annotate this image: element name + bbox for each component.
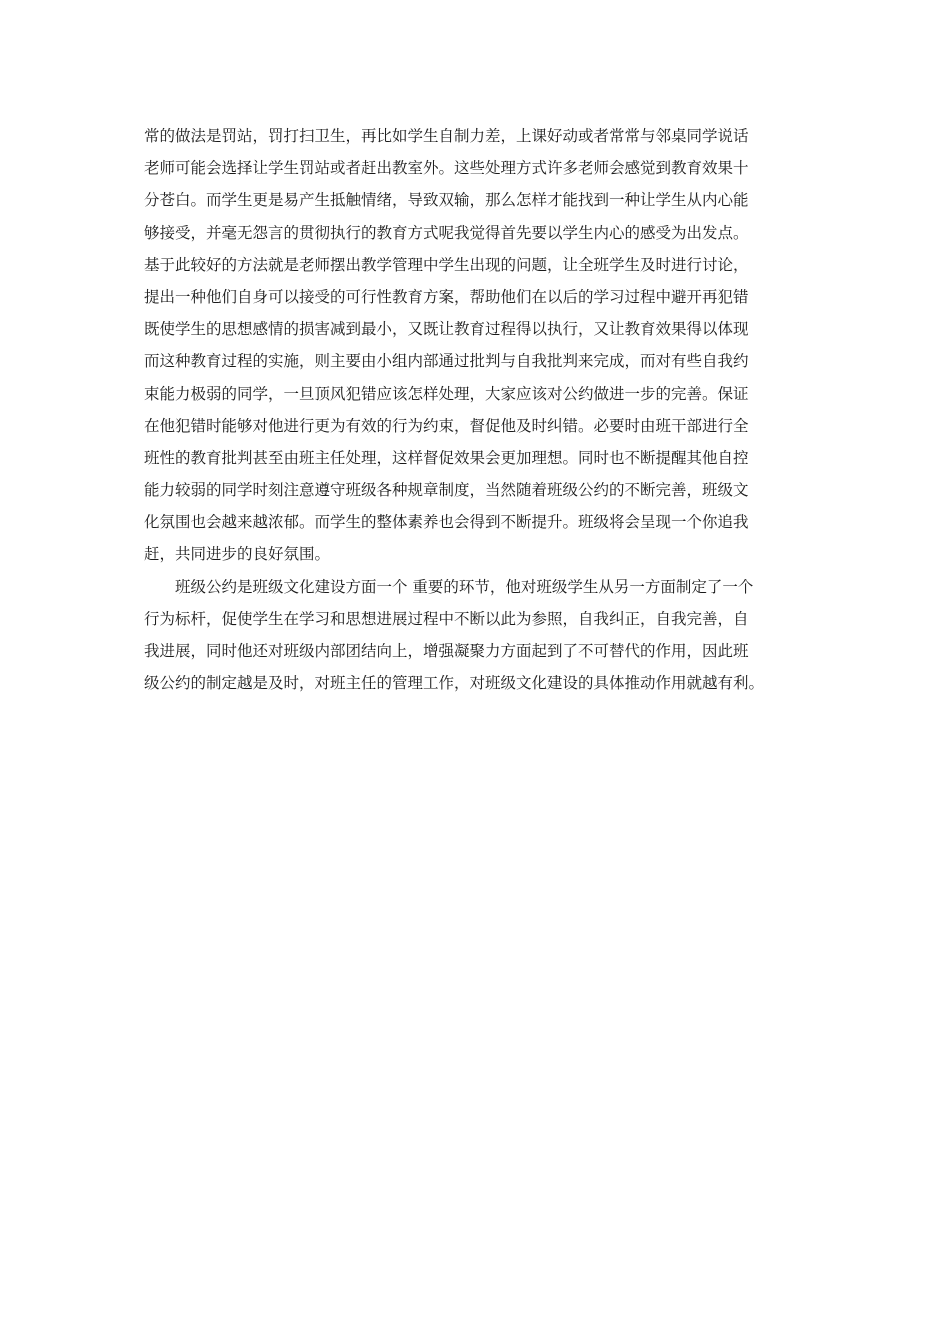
text-line: 班性的教育批判甚至由班主任处理，这样督促效果会更加理想。同时也不断提醒其他自控	[144, 448, 749, 467]
text-line: 能力较弱的同学时刻注意遵守班级各种规章制度，当然随着班级公约的不断完善，班级文	[144, 481, 749, 500]
text-line: 分苍白。而学生更是易产生抵触情绪，导致双输，那么怎样才能找到一种让学生从内心能	[144, 191, 749, 210]
text-line: 而这种教育过程的实施，则主要由小组内部通过批判与自我批判来完成，而对有些自我约	[144, 352, 749, 371]
text-line: 在他犯错时能够对他进行更为有效的行为约束，督促他及时纠错。必要时由班干部进行全	[144, 416, 749, 435]
text-line: 束能力极弱的同学，一旦顶风犯错应该怎样处理，大家应该对公约做进一步的完善。保证	[144, 384, 749, 403]
text-line: 老师可能会选择让学生罚站或者赶出教室外。这些处理方式许多老师会感觉到教育效果十	[144, 159, 749, 178]
text-line: 赶，共同进步的良好氛围。	[144, 545, 331, 564]
text-line: 行为标杆，促使学生在学习和思想进展过程中不断以此为参照，自我纠正，自我完善，自	[144, 609, 749, 628]
text-line: 化氛围也会越来越浓郁。而学生的整体素养也会得到不断提升。班级将会呈现一个你追我	[144, 513, 749, 532]
text-line: 够接受，并毫无怨言的贯彻执行的教育方式呢我觉得首先要以学生内心的感受为出发点。	[144, 223, 749, 242]
text-line: 提出一种他们自身可以接受的可行性教育方案，帮助他们在以后的学习过程中避开再犯错	[144, 287, 749, 306]
text-line: 基于此较好的方法就是老师摆出教学管理中学生出现的问题，让全班学生及时进行讨论，	[144, 255, 749, 274]
text-line: 级公约的制定越是及时，对班主任的管理工作，对班级文化建设的具体推动作用就越有利。	[144, 674, 765, 693]
text-line: 常的做法是罚站，罚打扫卫生，再比如学生自制力差，上课好动或者常常与邻桌同学说话	[144, 127, 749, 145]
paragraph-start-line: 班级公约是班级文化建设方面一个 重要的环节，他对班级学生从另一方面制定了一个	[175, 577, 754, 596]
text-line: 我进展，同时他还对班级内部团结向上，增强凝聚力方面起到了不可替代的作用，因此班	[144, 642, 749, 660]
text-line: 既使学生的思想感情的损害减到最小，又既让教育过程得以执行，又让教育效果得以体现	[144, 320, 749, 339]
body-text	[144, 120, 814, 699]
